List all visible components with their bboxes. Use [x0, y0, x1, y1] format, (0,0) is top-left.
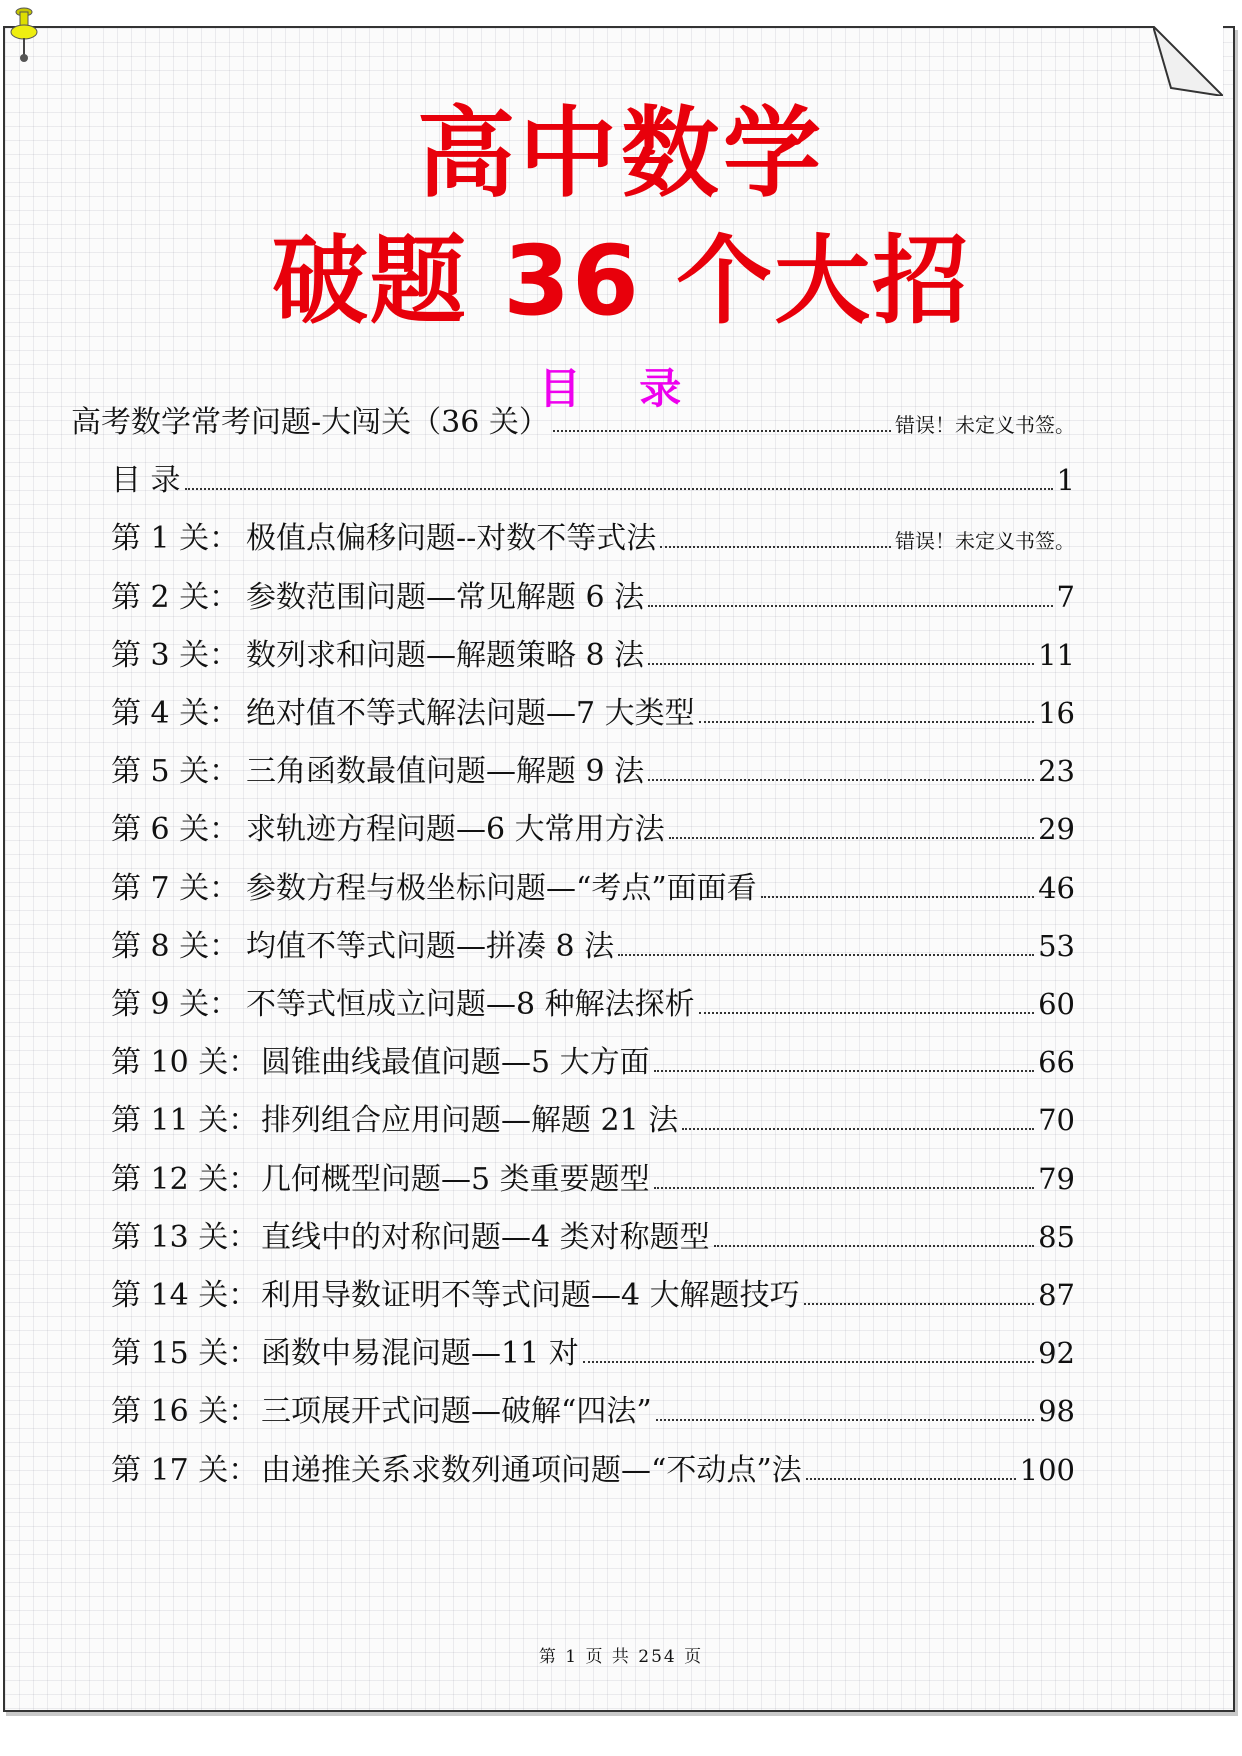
toc-row[interactable] — [111, 987, 1075, 1022]
toc-chapter-label: 第 10 关： — [111, 1045, 259, 1081]
toc-row[interactable] — [111, 1394, 1075, 1430]
toc-page-number: 79 — [1038, 1161, 1075, 1196]
toc-page-number: 11 — [1038, 637, 1075, 672]
toc-dot-leader — [660, 545, 891, 548]
toc-entry-title: 不等式恒成立问题—8 种解法探析 — [246, 987, 695, 1022]
toc-page-number: 87 — [1038, 1278, 1075, 1312]
toc-dot-leader — [648, 662, 1034, 665]
toc-chapter-label: 第 4 关： — [111, 696, 240, 731]
toc-entry-title: 圆锥曲线最值问题—5 大方面 — [261, 1045, 650, 1081]
toc-entry-title: 高考数学常考问题-大闯关（36 关） — [71, 405, 549, 440]
toc-entry-title: 目 录 — [111, 463, 181, 499]
toc-entry-title: 均值不等式问题—拼凑 8 法 — [246, 928, 615, 964]
toc-page-number: 23 — [1038, 754, 1075, 789]
toc-entry-title: 排列组合应用问题—解题 21 法 — [261, 1103, 679, 1139]
toc-dot-leader — [699, 720, 1034, 723]
toc-row[interactable] — [111, 579, 1075, 615]
toc-chapter-label: 第 16 关： — [111, 1394, 259, 1430]
toc-dot-leader — [648, 604, 1052, 607]
toc-chapter-label: 第 1 关： — [111, 521, 240, 557]
toc-row[interactable] — [111, 1161, 1075, 1197]
toc-dot-leader — [682, 1127, 1034, 1130]
toc-entry-title: 参数范围问题—常见解题 6 法 — [246, 579, 645, 615]
toc-row[interactable] — [71, 405, 1075, 440]
toc-dot-leader — [654, 1069, 1034, 1072]
toc-row[interactable] — [111, 1336, 1075, 1372]
toc-page-number: 16 — [1038, 696, 1075, 730]
toc-dot-leader — [654, 1186, 1034, 1189]
toc-dot-leader — [583, 1360, 1034, 1363]
toc-entry-title: 绝对值不等式解法问题—7 大类型 — [246, 696, 695, 731]
toc-entry-title: 几何概型问题—5 类重要题型 — [261, 1161, 650, 1197]
toc-page-number: 100 — [1019, 1452, 1075, 1487]
toc-entry-title: 函数中易混问题—11 对 — [261, 1336, 579, 1372]
toc-heading: 目 录 — [538, 364, 704, 413]
toc-entry-title: 利用导数证明不等式问题—4 大解题技巧 — [261, 1278, 800, 1313]
toc-row[interactable] — [111, 928, 1075, 964]
toc-page-number: 1 — [1056, 463, 1075, 498]
toc-entry-title: 求轨迹方程问题—6 大常用方法 — [246, 812, 665, 848]
toc-page-number: 60 — [1038, 987, 1075, 1021]
toc-dot-leader — [761, 895, 1034, 898]
toc-chapter-label: 第 17 关： — [111, 1452, 259, 1488]
toc-entry-title: 极值点偏移问题--对数不等式法 — [246, 521, 657, 557]
toc-dot-leader — [804, 1302, 1034, 1305]
toc-chapter-label: 第 15 关： — [111, 1336, 259, 1372]
toc-dot-leader — [185, 487, 1053, 490]
toc-row[interactable] — [111, 870, 1075, 906]
toc-row[interactable] — [111, 1278, 1075, 1313]
toc-page-number: 错误！未定义书签。 — [895, 413, 1075, 437]
toc-chapter-label: 第 12 关： — [111, 1161, 259, 1197]
toc-chapter-label: 第 11 关： — [111, 1103, 259, 1139]
toc-page-number: 29 — [1038, 812, 1075, 847]
toc-dot-leader — [714, 1244, 1034, 1247]
toc-page-number: 70 — [1038, 1103, 1075, 1138]
toc-row[interactable] — [111, 1045, 1075, 1081]
toc-page-number: 错误！未定义书签。 — [895, 529, 1075, 554]
toc-dot-leader — [553, 429, 891, 432]
toc-chapter-label: 第 7 关： — [111, 870, 240, 906]
toc-row[interactable] — [111, 812, 1075, 848]
toc-chapter-label: 第 3 关： — [111, 637, 240, 673]
toc-chapter-label: 第 9 关： — [111, 987, 240, 1022]
toc-page-number: 85 — [1038, 1219, 1075, 1254]
toc-entry-title: 三项展开式问题—破解“四法” — [261, 1394, 652, 1430]
pushpin-icon — [10, 6, 50, 66]
toc-page-number: 46 — [1038, 870, 1075, 905]
toc-row[interactable] — [111, 696, 1075, 731]
page-curl-icon — [1153, 26, 1223, 96]
toc-entry-title: 参数方程与极坐标问题—“考点”面面看 — [246, 870, 757, 906]
toc-dot-leader — [669, 836, 1034, 839]
toc-chapter-label: 第 6 关： — [111, 812, 240, 848]
toc-dot-leader — [618, 953, 1034, 956]
toc-chapter-label: 第 13 关： — [111, 1219, 259, 1255]
toc-dot-leader — [656, 1418, 1034, 1421]
toc-entry-title: 数列求和问题—解题策略 8 法 — [246, 637, 645, 673]
toc-page-number: 7 — [1056, 579, 1075, 614]
toc-row[interactable] — [111, 521, 1075, 557]
toc-chapter-label: 第 14 关： — [111, 1278, 259, 1313]
toc-chapter-label: 第 8 关： — [111, 928, 240, 964]
document-title-line2: 破题 36 个大招 — [271, 225, 971, 337]
toc-dot-leader — [806, 1477, 1016, 1480]
toc-page-number: 92 — [1038, 1336, 1075, 1371]
toc-row[interactable] — [111, 1219, 1075, 1255]
document-page — [3, 26, 1235, 1712]
document-title-line1: 高中数学 — [416, 97, 825, 211]
page-footer: 第 1 页 共 254 页 — [538, 1647, 704, 1667]
toc-row[interactable] — [111, 1452, 1075, 1488]
toc-dot-leader — [699, 1011, 1034, 1014]
toc-page-number: 98 — [1038, 1394, 1075, 1429]
toc-chapter-label: 第 5 关： — [111, 754, 240, 790]
toc-page-number: 53 — [1038, 928, 1075, 963]
toc-row[interactable] — [111, 754, 1075, 790]
toc-entry-title: 三角函数最值问题—解题 9 法 — [246, 754, 645, 790]
toc-row[interactable] — [111, 1103, 1075, 1139]
toc-entry-title: 直线中的对称问题—4 类对称题型 — [261, 1219, 710, 1255]
toc-row[interactable] — [111, 463, 1075, 499]
toc-dot-leader — [648, 778, 1034, 781]
toc-entry-title: 由递推关系求数列通项问题—“不动点”法 — [261, 1452, 802, 1488]
toc-page-number: 66 — [1038, 1045, 1075, 1080]
toc-row[interactable] — [111, 637, 1075, 673]
toc-chapter-label: 第 2 关： — [111, 579, 240, 615]
